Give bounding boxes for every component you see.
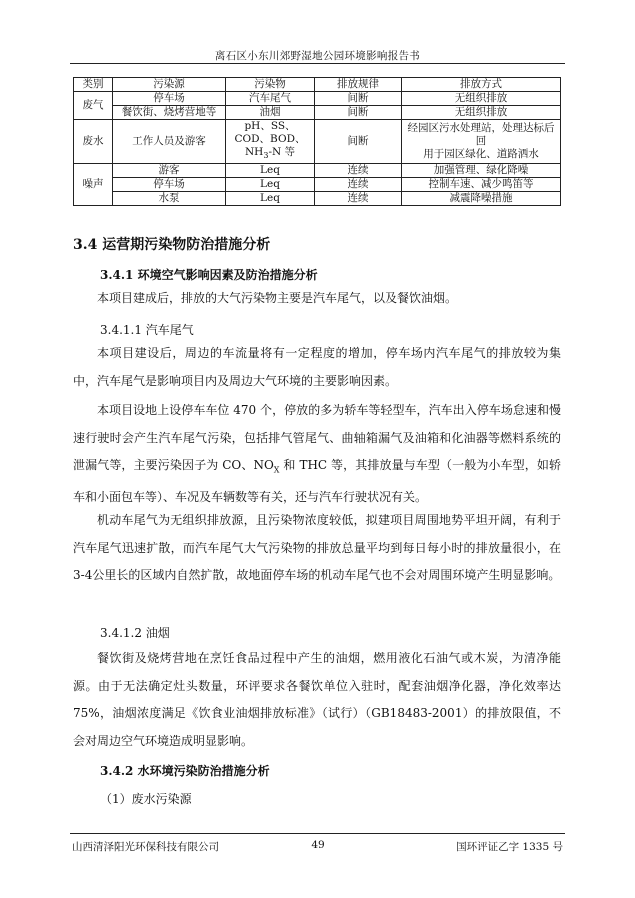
table-row [74, 164, 561, 178]
pollutant-line: NH [244, 146, 264, 159]
table-cell: 油烟 [226, 106, 315, 120]
table-cell: 控制车速、减少鸣笛等 [402, 178, 561, 192]
table-cell: 水泵 [113, 192, 226, 206]
subscript: 3 [263, 151, 269, 161]
table-cell: 汽车尾气 [226, 92, 315, 106]
method-line: 经园区污水处理站，处理达标后回 [407, 122, 555, 147]
subsubsection-heading: 3.4.1.2 油烟 [100, 626, 170, 640]
table-cell-method [402, 120, 561, 164]
col-header-category: 类别 [74, 78, 113, 92]
table-cell: 减震降噪措施 [402, 192, 561, 206]
pollutant-line: -N 等 [268, 146, 296, 159]
method-line: 用于园区绿化、道路洒水 [423, 148, 539, 160]
table-cell: Leq [226, 164, 315, 178]
col-header-source: 污染源 [113, 78, 226, 92]
table-cell: 无组织排放 [402, 106, 561, 120]
table-cell: 加强管理、绿化降噪 [402, 164, 561, 178]
paragraph: 本项目建设后，周边的车流量将有一定程度的增加，停车场内汽车尾气的排放较为集中，汽车尾气是影响项目内及周边大气环境的主要影响因素。 [73, 346, 561, 388]
paragraph-text: 本项目设地上设停车车位 470 个，停放的多为轿车等轻型车，汽车出入停车场怠速和慢速行驶时会产生汽车尾气污染，包括排气管尾气、曲轴箱漏气及油箱和化油器等燃料系统的泄漏气等，主要污染因子为 CO、NO [73, 403, 561, 472]
table-cell: 连续 [315, 192, 402, 206]
table-cell: 停车场 [113, 92, 226, 106]
page-number: 49 [311, 839, 325, 851]
header-rule [70, 63, 565, 64]
table-row [74, 120, 561, 164]
category-cell: 废水 [74, 120, 113, 164]
table-cell: 连续 [315, 178, 402, 192]
table-cell: 餐饮街、烧烤营地等 [113, 106, 226, 120]
subscript: X [273, 465, 280, 475]
table-row [74, 192, 561, 206]
table-header-row [74, 78, 561, 92]
pollutant-line: COD、BOD、 [234, 133, 306, 146]
paragraph: 餐饮街及烧烤营地在烹饪食品过程中产生的油烟，燃用液化石油气或木炭，为清净能源。由于无法确定灶头数量，环评要求各餐饮单位入驻时，配套油烟净化器，净化效率达 75%，油烟浓度满足《饮食业油烟排放标准》（试行）（GB18483-2001）的排放限值，不会对周边空气环境造成明显影响。 [73, 651, 561, 748]
table-cell: 游客 [113, 164, 226, 178]
subsubsection-heading: 3.4.1.1 汽车尾气 [100, 323, 194, 337]
paragraph: 本项目建成后，排放的大气污染物主要是汽车尾气，以及餐饮油烟。 [97, 291, 458, 305]
pollutant-table [73, 77, 561, 206]
category-cell: 废气 [74, 92, 113, 120]
table-cell: 间断 [315, 92, 402, 106]
category-cell: 噪声 [74, 164, 113, 206]
subsection-heading: 3.4.2 水环境污染防治措施分析 [100, 764, 270, 778]
table-cell-pollutants [226, 120, 315, 164]
col-header-pattern: 排放规律 [315, 78, 402, 92]
subsection-heading: 3.4.1 环境空气影响因素及防治措施分析 [100, 268, 318, 282]
table-row [74, 92, 561, 106]
paragraph [73, 397, 561, 511]
table-row [74, 178, 561, 192]
section-heading: 3.4 运营期污染物防治措施分析 [73, 237, 271, 253]
table-cell: 间断 [315, 120, 402, 164]
footer-rule [70, 833, 565, 834]
table-cell: 无组织排放 [402, 92, 561, 106]
table-cell: Leq [226, 178, 315, 192]
paragraph-text: 和 THC 等，其排放量与车型（一般为小车型，如轿车和小面包车等）、车况及车辆数等有关，还与汽车行驶状况有关。 [73, 458, 561, 504]
table-cell: 连续 [315, 164, 402, 178]
table-cell: 工作人员及游客 [113, 120, 226, 164]
col-header-pollutant: 污染物 [226, 78, 315, 92]
list-item: （1）废水污染源 [100, 792, 192, 806]
table-cell: 停车场 [113, 178, 226, 192]
table-cell: 间断 [315, 106, 402, 120]
col-header-method: 排放方式 [402, 78, 561, 92]
table-cell: Leq [226, 192, 315, 206]
footer-cert: 国环评证乙字 1335 号 [456, 841, 563, 853]
footer-company: 山西清泽阳光环保科技有限公司 [72, 841, 219, 853]
table-row [74, 106, 561, 120]
pollutant-line: pH、SS、 [244, 120, 296, 133]
paragraph: 机动车尾气为无组织排放源，且污染物浓度较低，拟建项目周围地势平坦开阔，有利于汽车尾气迅速扩散，而汽车尾气大气污染物的排放总量平均到每日每小时的排放量很小，在3-4公里长的区域内自然扩散，故地面停车场的机动车尾气也不会对周围环境产生明显影响。 [73, 513, 561, 582]
running-header: 离石区小东川郊野湿地公园环境影响报告书 [214, 50, 421, 62]
